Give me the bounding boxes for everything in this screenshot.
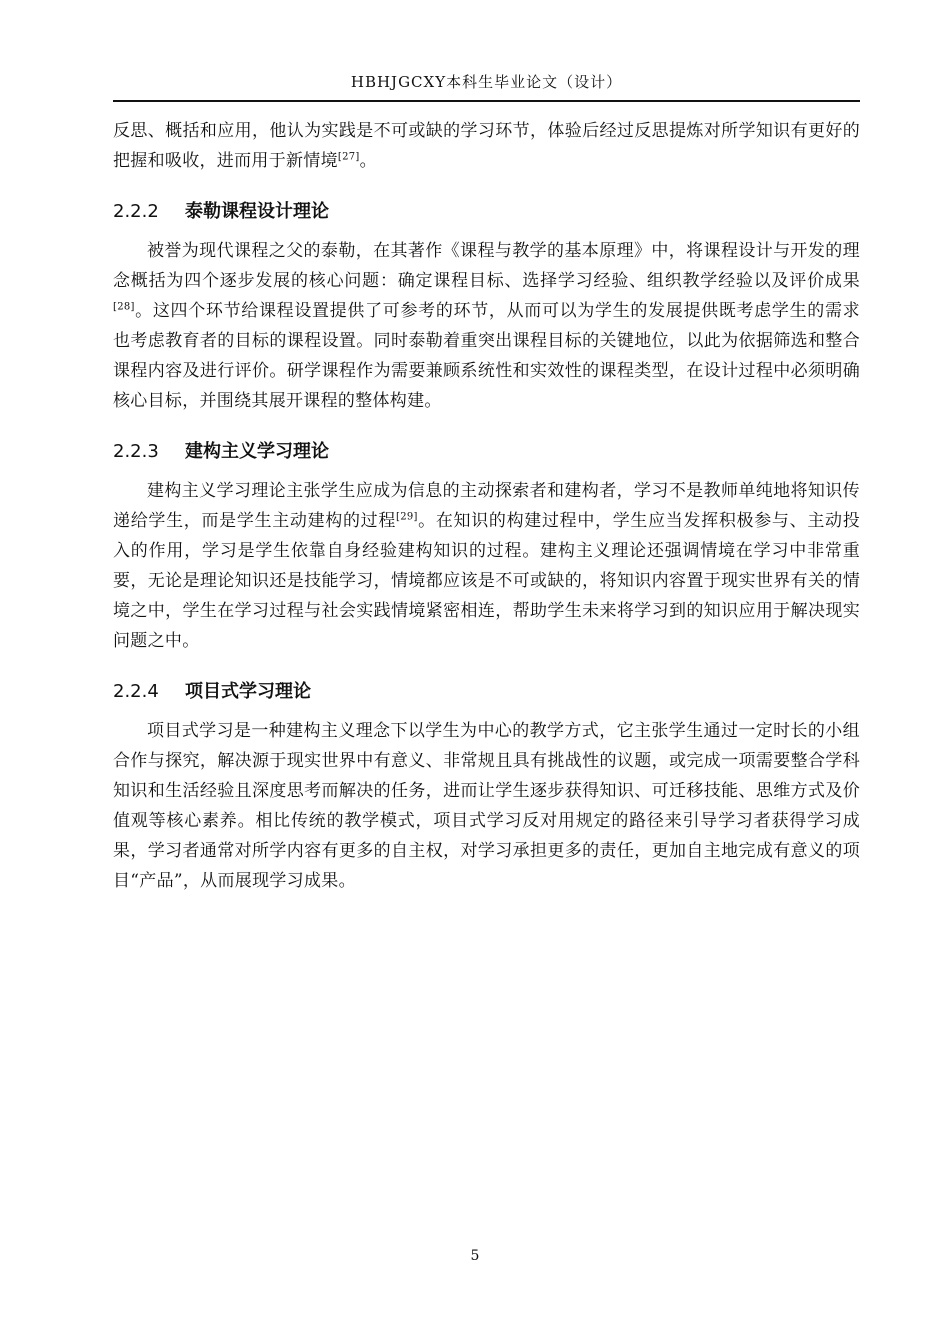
section-2-2-2-paragraph: [113, 236, 860, 416]
section-number: 2.2.3: [113, 441, 159, 462]
section-2-2-4-paragraph: [113, 716, 860, 896]
citation-29: [29]: [396, 511, 418, 523]
paragraph-text: 项目式学习是一种建构主义理念下以学生为中心的教学方式，它主张学生通过一定时长的小组合作与探究，解决源于现实世界中有意义、非常规且具有挑战性的议题，或完成一项需要整合学科知识和生活经验且深度思考而解决的任务，进而让学生逐步获得知识、可迁移技能、思维方式及价值观等核心素养。相比传统的教学模式，项目式学习反对用规定的路径来引导学习者获得学习成果，学习者通常对所学内容有更多的自主权，对学习承担更多的责任，更加自主地完成有意义的项目“产品”，从而展现学习成果。: [113, 721, 860, 891]
section-heading-2-2-2: [113, 198, 860, 226]
intro-paragraph: [113, 116, 860, 176]
section-heading-2-2-3: [113, 438, 860, 466]
paragraph-text: 。这四个环节给课程设置提供了可参考的环节，从而可以为学生的发展提供既考虑学生的需求也考虑教育者的目标的课程设置。同时泰勒着重突出课程目标的关键地位，以此为依据筛选和整合课程内容及进行评价。研学课程作为需要兼顾系统性和实效性的课程类型，在设计过程中必须明确核心目标，并围绕其展开课程的整体构建。: [113, 301, 860, 411]
section-number: 2.2.4: [113, 681, 159, 702]
citation-27: [27]: [337, 151, 360, 163]
section-2-2-3-paragraph: [113, 476, 860, 656]
body-text: [113, 116, 860, 896]
paragraph-text: 建构主义学习理论主张学生应成为信息的主动探索者和建构者，学习不是教师单纯地将知识传递给学生，而是学生主动建构的过程: [113, 481, 860, 531]
section-title: 建构主义学习理论: [185, 441, 329, 462]
running-header: HBHJGCXY本科生毕业论文（设计）: [350, 73, 623, 91]
section-number: 2.2.2: [113, 201, 159, 222]
section-heading-2-2-4: [113, 678, 860, 706]
page-number: 5: [470, 1248, 480, 1264]
intro-text: 反思、概括和应用，他认为实践是不可或缺的学习环节，体验后经过反思提炼对所学知识有更好的把握和吸收，进而用于新情境: [113, 121, 860, 171]
section-title: 泰勒课程设计理论: [185, 201, 329, 222]
citation-28: [28]: [113, 301, 135, 313]
paragraph-text: 被誉为现代课程之父的泰勒，在其著作《课程与教学的基本原理》中，将课程设计与开发的理念概括为四个逐步发展的核心问题：确定课程目标、选择学习经验、组织教学经验以及评价成果: [113, 241, 860, 291]
header-rule: [113, 100, 860, 102]
paragraph-text: 。在知识的构建过程中，学生应当发挥积极参与、主动投入的作用，学习是学生依靠自身经验建构知识的过程。建构主义理论还强调情境在学习中非常重要，无论是理论知识还是技能学习，情境都应该是不可或缺的，将知识内容置于现实世界有关的情境之中，学生在学习过程与社会实践情境紧密相连，帮助学生未来将学习到的知识应用于解决现实问题之中。: [113, 511, 860, 651]
section-title: 项目式学习理论: [185, 681, 311, 702]
intro-tail: 。: [359, 151, 377, 171]
